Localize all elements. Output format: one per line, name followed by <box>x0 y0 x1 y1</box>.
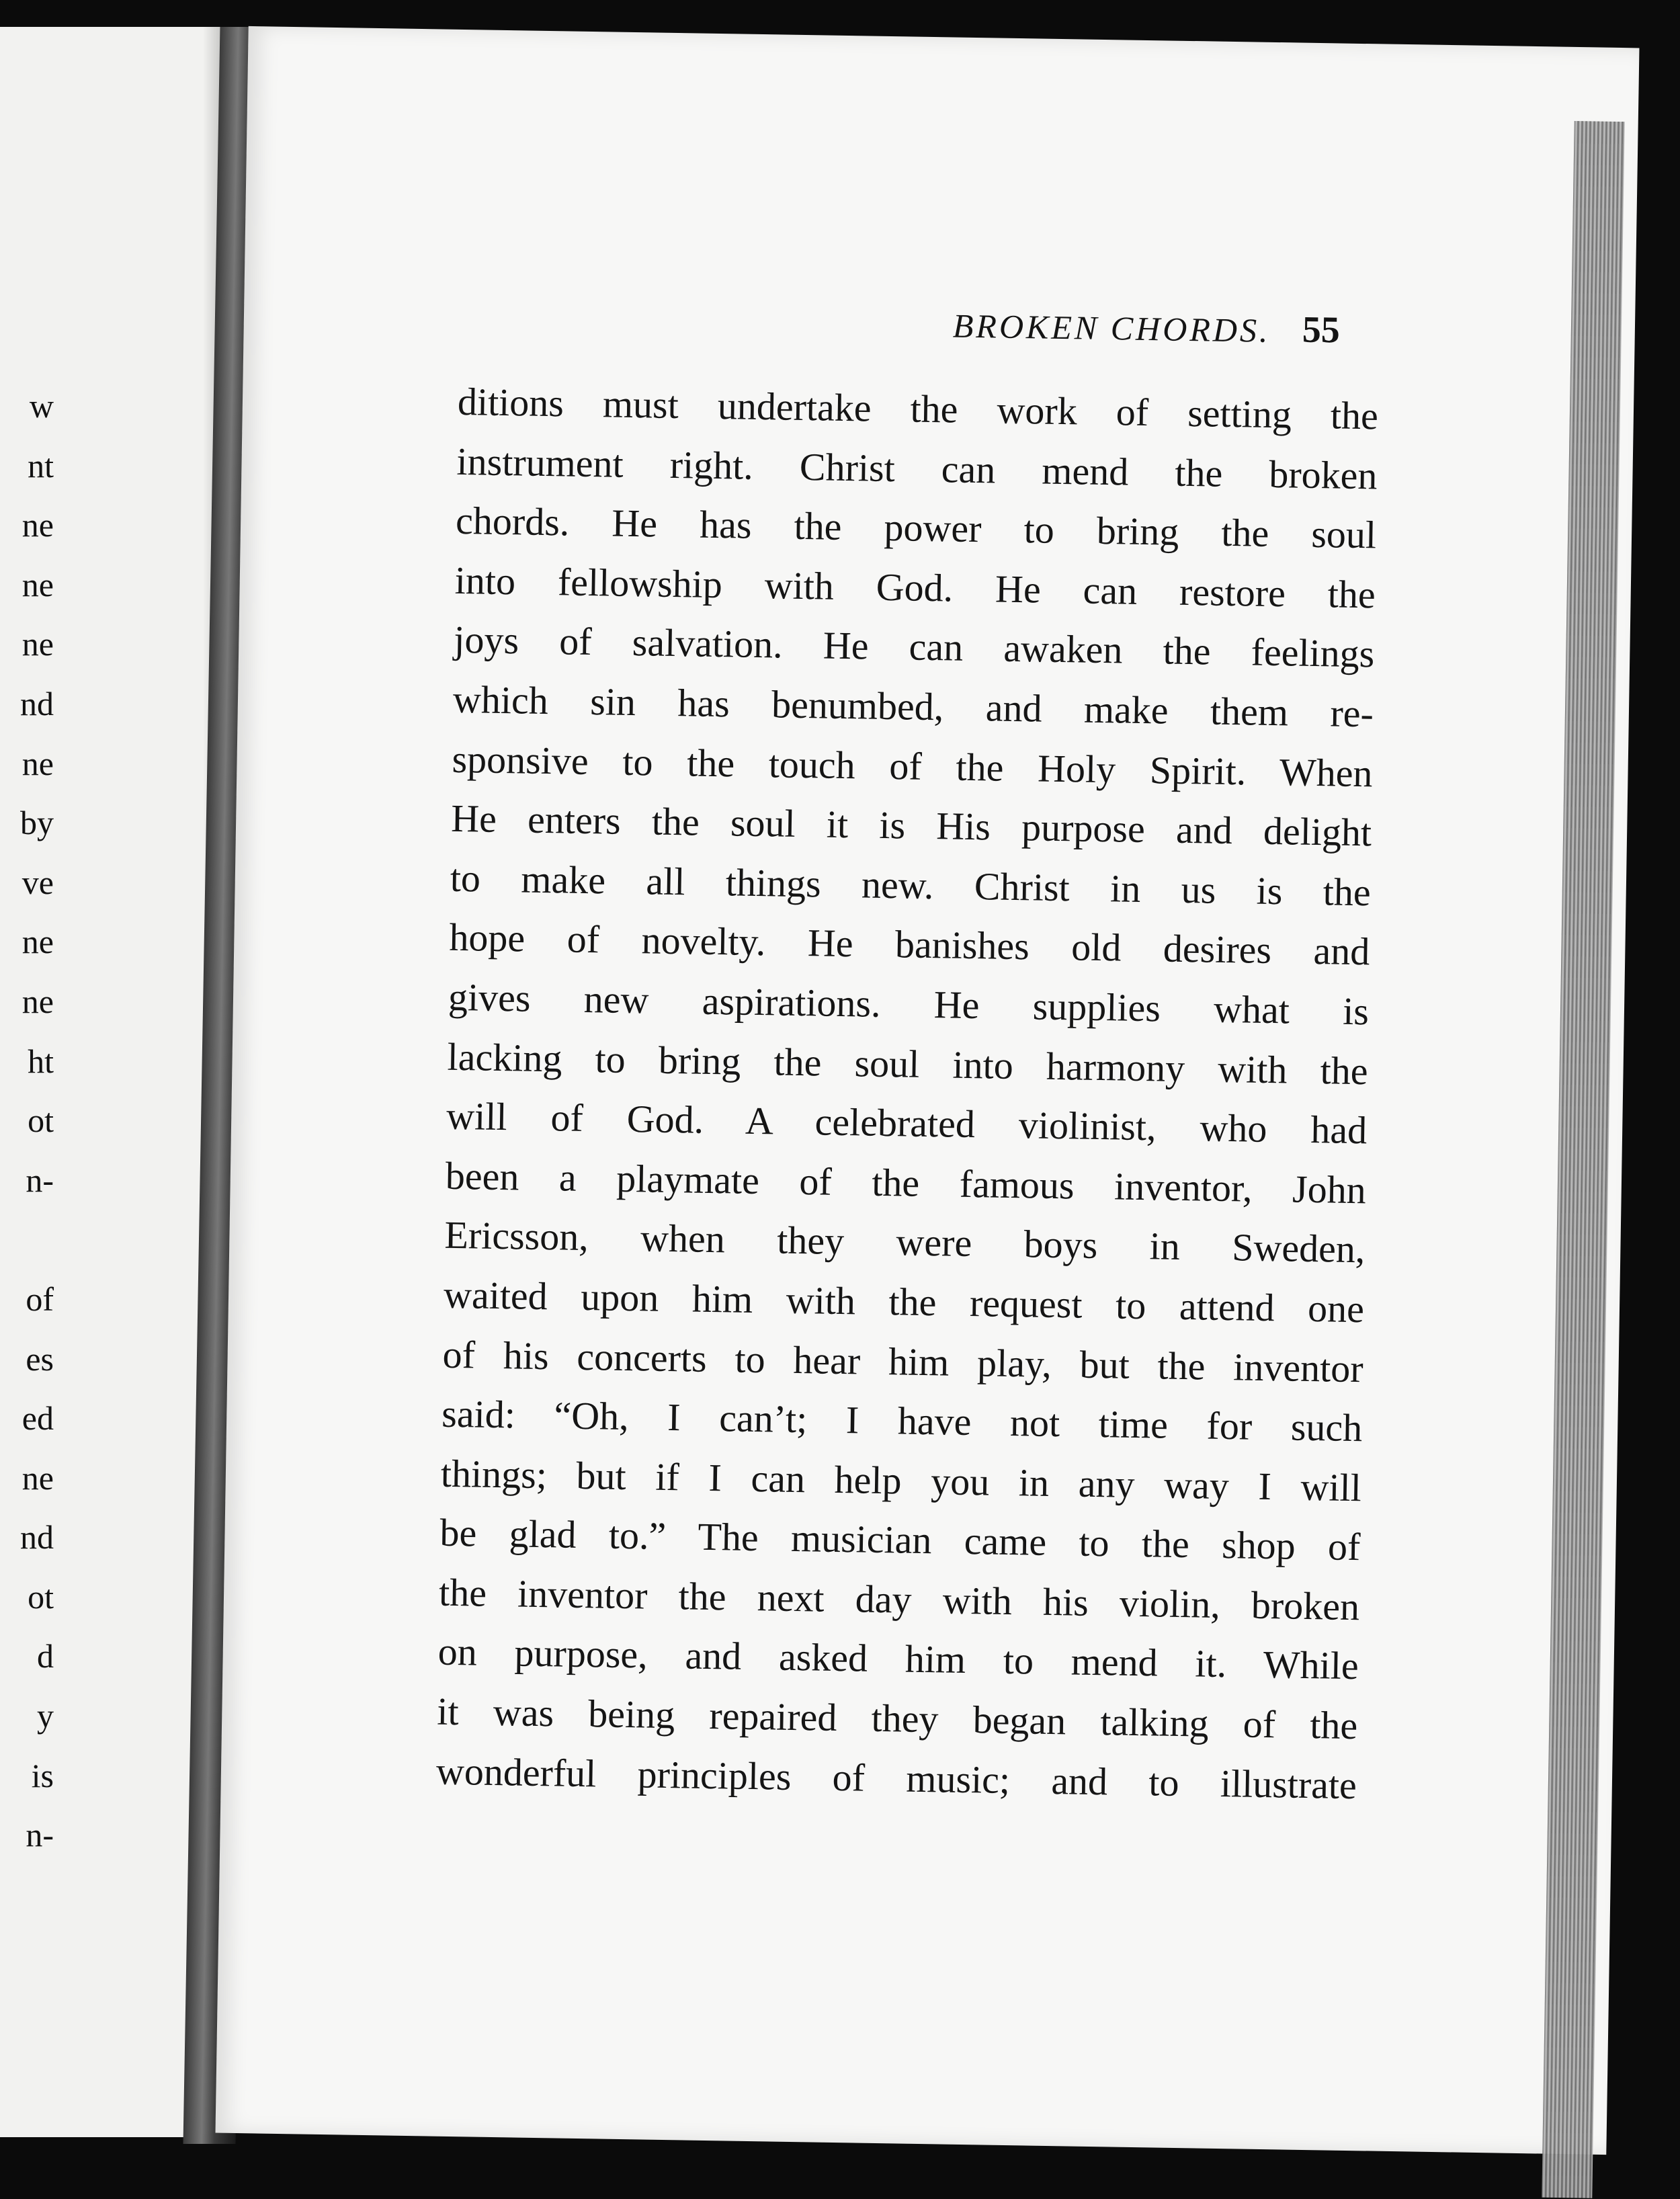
text-line: be glad to.” The musician came to the shop of <box>439 1510 1361 1569</box>
facing-line-fragment: n- <box>26 1816 54 1854</box>
text-line: gives new aspirations. He supplies what is <box>448 974 1370 1034</box>
main-page <box>216 26 1640 2155</box>
text-line: lacking to bring the soul into harmony with the <box>447 1034 1369 1093</box>
text-line: of his concerts to hear him play, but the inventor <box>442 1332 1364 1391</box>
text-line: things; but if I can help you in any way I will <box>440 1451 1362 1509</box>
facing-line-fragment: ne <box>22 923 54 961</box>
text-line: joys of salvation. He can awaken the feelings <box>453 618 1375 676</box>
facing-line-fragment: by <box>20 804 54 842</box>
text-line: ditions must undertake the work of setting the <box>457 379 1379 438</box>
facing-line-fragment: ne <box>22 625 54 663</box>
text-line: hope of novelty. He banishes old desires and <box>448 915 1370 974</box>
facing-line-fragment: es <box>26 1339 54 1378</box>
facing-line-fragment: ne <box>22 565 54 604</box>
text-line: on purpose, and asked him to mend it. While <box>437 1630 1359 1688</box>
text-line: to make all things new. Christ in us is the <box>450 856 1372 915</box>
facing-line-fragment: ed <box>22 1399 54 1438</box>
facing-line-fragment: nt <box>28 446 54 485</box>
facing-line-fragment <box>0 1210 54 1270</box>
facing-line-fragment: d <box>37 1637 54 1675</box>
body-text <box>435 372 1378 1816</box>
text-line: said: “Oh, I can’t; I have not time for such <box>441 1391 1363 1450</box>
facing-line-fragment: ne <box>22 982 54 1020</box>
text-line: Ericsson, when they were boys in Sweden, <box>444 1213 1366 1272</box>
page-number: 55 <box>1302 308 1341 351</box>
facing-line-fragment: ht <box>28 1042 54 1080</box>
text-line: wonderful principles of music; and to illustrate <box>435 1749 1357 1807</box>
page-edges <box>1542 121 1625 2198</box>
text-line: chords. He has the power to bring the soul <box>455 499 1377 557</box>
text-line: instrument right. Christ can mend the broken <box>456 439 1378 497</box>
facing-line-fragment: is <box>31 1756 54 1794</box>
text-line: sponsive to the touch of the Holy Spirit. When <box>452 737 1374 795</box>
text-line: which sin has benumbed, and make them re- <box>452 677 1374 736</box>
facing-line-fragment: ot <box>28 1577 54 1616</box>
facing-line-fragment: w <box>29 387 54 425</box>
facing-line-fragment: y <box>37 1697 54 1735</box>
text-line: the inventor the next day with his violin, broken <box>438 1570 1360 1629</box>
running-head: BROKEN CHORDS. <box>952 306 1271 349</box>
facing-line-fragment: of <box>26 1280 54 1318</box>
text-line: it was being repaired they began talking of the <box>436 1689 1358 1748</box>
text-line: into fellowship with God. He can restore the <box>454 558 1376 617</box>
facing-line-fragment: nd <box>20 1518 54 1557</box>
facing-line-fragment: ot <box>28 1102 54 1140</box>
facing-line-fragment: ne <box>22 744 54 782</box>
facing-line-fragment: ve <box>22 863 54 901</box>
text-line: waited upon him with the request to attend one <box>443 1272 1365 1331</box>
text-line: He enters the soul it is His purpose and delight <box>450 796 1372 855</box>
facing-line-fragment: ne <box>22 506 54 544</box>
text-line: been a playmate of the famous inventor, John <box>445 1153 1367 1212</box>
facing-line-fragment: n- <box>26 1161 54 1199</box>
facing-page-text <box>0 376 54 1865</box>
facing-line-fragment: nd <box>20 684 54 722</box>
facing-line-fragment: ne <box>22 1458 54 1497</box>
text-line: will of God. A celebrated violinist, who had <box>446 1093 1368 1153</box>
